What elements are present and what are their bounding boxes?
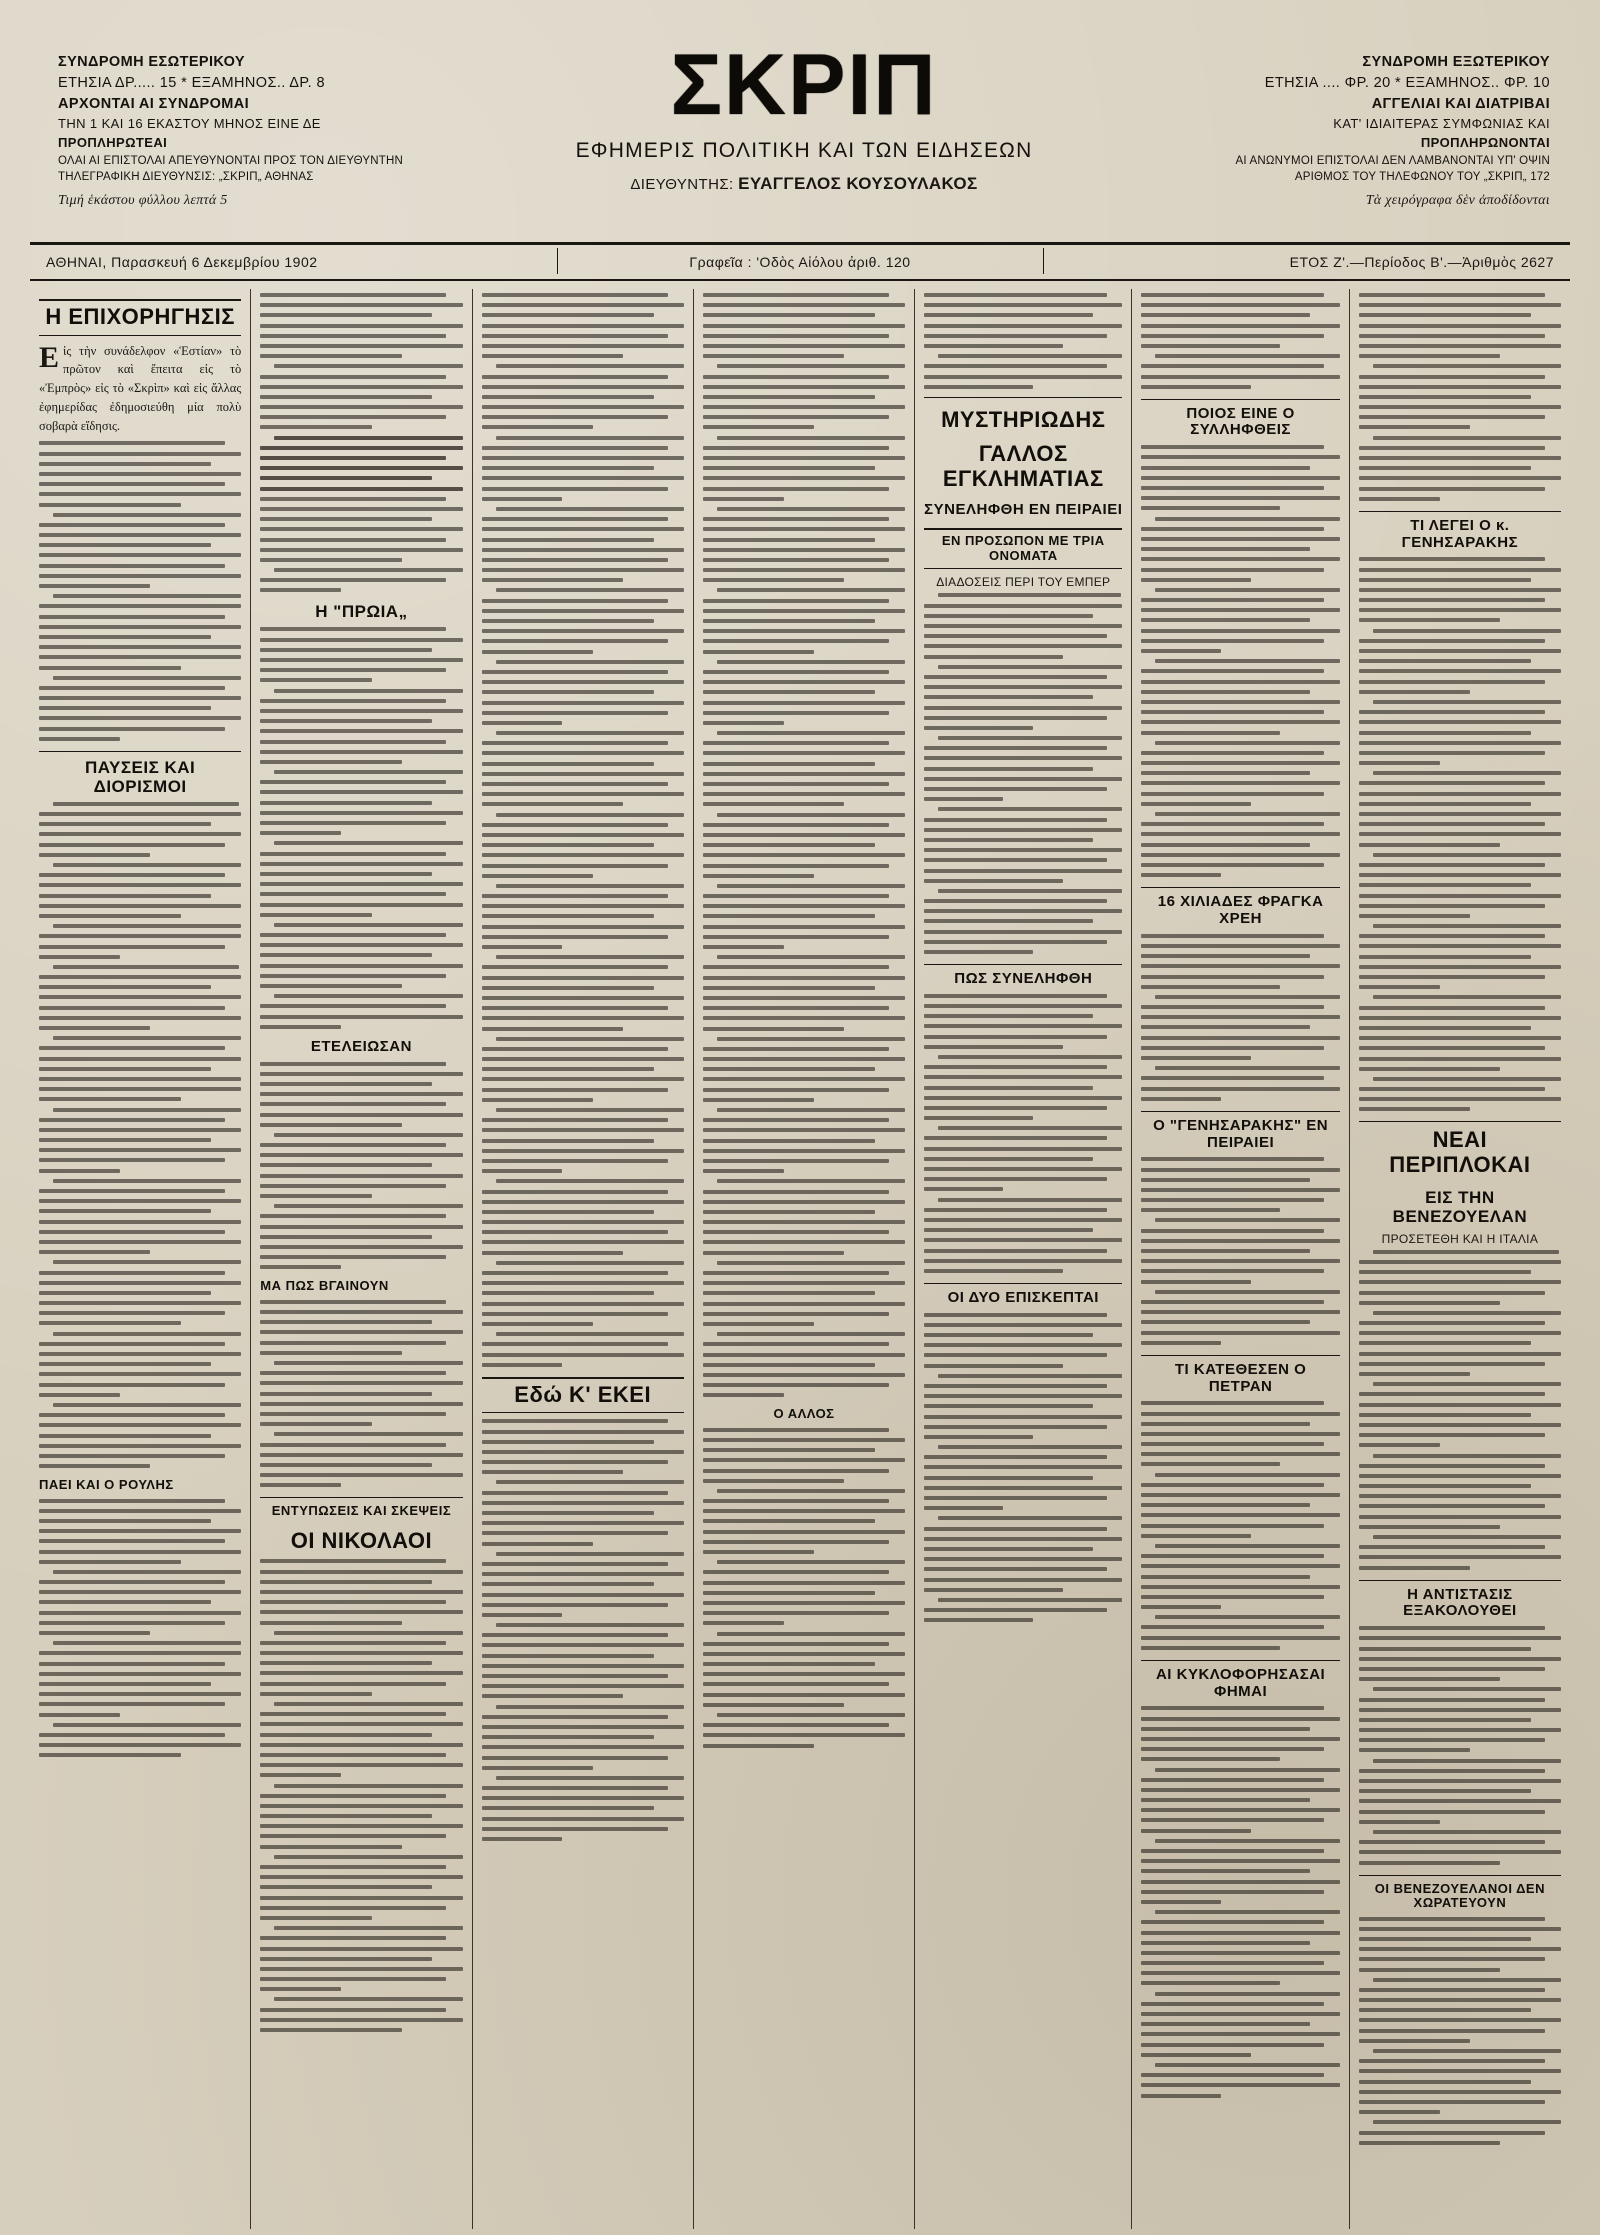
headline-ai-kykloforisasai-fimai[interactable]: ΑΙ ΚΥΚΛΟΦΟΡΗΣΑΣΑΙ ΦΗΜΑΙ: [1141, 1660, 1339, 1701]
headline-proia[interactable]: Η "ΠΡΩΙΑ„: [315, 602, 408, 622]
headline-i-antistasis-exakolouthei[interactable]: Η ΑΝΤΙΣΤΑΣΙΣ ΕΞΑΚΟΛΟΥΘΕΙ: [1359, 1580, 1561, 1621]
right-sub-letters: ΑΙ ΑΝΩΝΥΜΟΙ ΕΠΙΣΤΟΛΑΙ ΔΕΝ ΛΑΜΒΑΝΟΝΤΑΙ ΥΠ' ΟΨΙΝ: [1235, 154, 1550, 167]
article-body-ti-legei: [1359, 557, 1561, 1111]
article-body-continued-4: [924, 293, 1122, 389]
article-body-continued-2: [482, 293, 684, 1367]
right-sub-title: ΣΥΝΔΡΟΜΗ ΕΞΩΤΕΡΙΚΟΥ: [1362, 54, 1550, 70]
right-sub-manuscripts: Τὰ χειρόγραφα δὲν ἀποδίδονται: [1365, 193, 1550, 209]
article-body-o-allos: [703, 1428, 905, 1748]
article-body-proia: [260, 627, 462, 1028]
headline-eis-tin-venezouelan[interactable]: ΕΙΣ ΤΗΝ ΒΕΝΕΖΟΥΕΛΑΝ: [1392, 1187, 1528, 1226]
headline-pafseis-diorismoi[interactable]: ΠΑΥΣΕΙΣ ΚΑΙ ΔΙΟΡΙΣΜΟΙ: [39, 751, 241, 796]
article-body-genisarakis-peiraias: [1141, 1157, 1339, 1344]
headline-en-prosopon-me-tria-onomata[interactable]: ΕΝ ΠΡΟΣΩΠΟΝ ΜΕ ΤΡΙΑ ΟΝΟΜΑΤΑ: [924, 528, 1122, 569]
headline-entyposeis-kai-skepseis[interactable]: ΕΝΤΥΠΩΣΕΙΣ ΚΑΙ ΣΚΕΨΕΙΣ: [260, 1497, 462, 1519]
article-body-chrei: [1141, 934, 1339, 1101]
masthead-right-subscriptions: [1087, 52, 1560, 209]
article-lead-epichorigisis: Εἰς τὴν συνάδελφον «Ἑστίαν» τὸ πρῶτον καὶ ἔπειτα εἰς τὸ «Ἐμπρὸς» εἰς τὸ «Σκρὶπ» καὶ εἰς ἄλλας ἐφημερίδας ἐδημοσιεύθη μία πολὺ σοβαρὰ εἴδησις.: [39, 340, 242, 433]
newspaper-logo: ΣΚΡΙΠ: [670, 37, 938, 133]
headline-mystiriodis[interactable]: ΜΥΣΤΗΡΙΩΔΗΣ: [941, 406, 1106, 432]
article-body-choratevoun: [1359, 1917, 1561, 2145]
left-sub-letters: ΟΛΑΙ ΑΙ ΕΠΙΣΤΟΛΑΙ ΑΠΕΥΘΥΝΟΝΤΑΙ ΠΡΟΣ ΤΟΝ ΔΙΕΥΘΥΝΤΗΝ: [58, 154, 403, 167]
article-body-continued-3: [703, 293, 905, 1397]
masthead: [0, 0, 1600, 232]
left-sub-note2: ΤΗΝ 1 ΚΑΙ 16 ΕΚΑΣΤΟΥ ΜΗΝΟΣ ΕΙΝΕ ΔΕ: [58, 116, 321, 132]
newspaper-subtitle: ΕΦΗΜΕΡΙΣ ΠΟΛΙΤΙΚΗ ΚΑΙ ΤΩΝ ΕΙΔΗΣΕΩΝ: [575, 139, 1033, 163]
place-date: ΑΘΗΝΑΙ, Παρασκευή 6 Δεκεμβρίου 1902: [46, 254, 318, 270]
column-3: [473, 289, 694, 2229]
article-body-petran: [1141, 1401, 1339, 1650]
headline-oi-dyo-episkeptai[interactable]: ΟΙ ΔΥΟ ΕΠΙΣΚΕΠΤΑΙ: [924, 1283, 1122, 1307]
left-sub-annual: ΕΤΗΣΙΑ ΔΡ..... 15 * ΕΞΑΜΗΝΟΣ.. ΔΡ. 8: [58, 75, 325, 92]
left-sub-price: Τιμή ἑκάστου φύλλου λεπτά 5: [58, 193, 228, 209]
headline-neai-periplokai[interactable]: ΝΕΑΙ ΠΕΡΙΠΛΟΚΑΙ: [1359, 1121, 1561, 1177]
issue-number: ΕΤΟΣ Ζ'.—Περίοδος Β'.—Ἀριθμὸς 2627: [1043, 254, 1570, 270]
subheadline-prosetethi-kai-i-italia: ΠΡΟΣΕΤΕΘΗ ΚΑΙ Η ΙΤΑΛΙΑ: [1381, 1231, 1539, 1246]
left-sub-note3: ΠΡΟΠΛΗΡΩΤΕΑΙ: [58, 134, 168, 150]
article-body-gallos: [924, 593, 1122, 954]
headline-venezouelanoi-den-choratevoun[interactable]: ΟΙ ΒΕΝΕΖΟΥΕΛΑΝΟΙ ΔΕΝ ΧΩΡΑΤΕΥΟΥΝ: [1359, 1875, 1561, 1911]
article-body-episkeptai: [924, 1313, 1122, 1623]
column-7: [1350, 289, 1570, 2229]
article-body-continued-1: [260, 293, 462, 592]
right-sub-note2: ΚΑΤ' ΙΔΙΑΙΤΕΡΑΣ ΣΥΜΦΩΝΙΑΣ ΚΑΙ: [1333, 116, 1550, 132]
column-1: [30, 289, 251, 2229]
headline-epichorigisis[interactable]: Η ΕΠΙΧΟΡΗΓΗΣΙΣ: [39, 299, 241, 336]
headline-oi-nikolaoi[interactable]: ΟΙ ΝΙΚΟΛΑΟΙ: [290, 1527, 433, 1553]
left-sub-title: ΣΥΝΔΡΟΜΗ ΕΣΩΤΕΡΙΚΟΥ: [58, 54, 245, 70]
headline-ti-katethesen-o-petran[interactable]: ΤΙ ΚΑΤΕΘΕΣΕΝ Ο ΠΕΤΡΑΝ: [1141, 1355, 1339, 1396]
article-body-vgainoun: [260, 1300, 462, 1487]
right-sub-note3: ΠΡΟΠΛΗΡΩΝΟΝΤΑΙ: [1420, 134, 1550, 150]
article-body-pos-synelifthi: [924, 994, 1122, 1273]
left-sub-note1: ΑΡΧΟΝΤΑΙ ΑΙ ΣΥΝΔΡΟΜΑΙ: [58, 96, 250, 113]
article-body-edo-k-ekei: [482, 1419, 684, 1841]
column-6: [1132, 289, 1349, 2229]
article-body-roulis: [39, 1499, 241, 1758]
article-body-eteleiosan: [260, 1062, 462, 1270]
headline-16-chiliades-fragka-chrei[interactable]: 16 ΧΙΛΙΑΔΕΣ ΦΡΑΓΚΑ ΧΡΕΗ: [1141, 887, 1339, 928]
article-body-fimai: [1141, 1706, 1339, 2097]
headline-eteleiosan[interactable]: ΕΤΕΛΕΙΩΣΑΝ: [310, 1037, 412, 1055]
left-sub-telegraph: ΤΗΛΕΓΡΑΦΙΚΗ ΔΙΕΥΘΥΝΣΙΣ: „ΣΚΡΙΠ„ ΑΘΗΝΑΣ: [58, 171, 314, 184]
article-body-venezuela: [1359, 1250, 1561, 1570]
headline-ti-legei-o-genisarakis[interactable]: ΤΙ ΛΕΓΕΙ Ο κ. ΓΕΝΗΣΑΡΑΚΗΣ: [1359, 511, 1561, 552]
right-sub-annual: ΕΤΗΣΙΑ .... ΦΡ. 20 * ΕΞΑΜΗΝΟΣ.. ΦΡ. 10: [1264, 75, 1550, 92]
article-body-antistasis: [1359, 1626, 1561, 1864]
article-body-epichorigisis: [39, 441, 241, 740]
director-label: ΔΙΕΥΘΥΝΤΗΣ:: [630, 176, 734, 194]
column-5: [915, 289, 1132, 2229]
headline-synelifthi-en-peiraiei[interactable]: ΣΥΝΕΛΗΦΘΗ ΕΝ ΠΕΙΡΑΙΕΙ: [924, 500, 1123, 518]
right-sub-note1: ΑΓΓΕΛΙΑΙ ΚΑΙ ΔΙΑΤΡΙΒΑΙ: [1371, 96, 1550, 113]
headline-pos-synelifthi[interactable]: ΠΩΣ ΣΥΝΕΛΗΦΘΗ: [924, 964, 1122, 988]
headline-edo-k-ekei[interactable]: Εδώ Κ' ΕΚΕΙ: [482, 1377, 684, 1414]
article-body-continued-6: [1359, 293, 1561, 501]
subheadline-diadoseis-peri-emper: ΔΙΑΔΟΣΕΙΣ ΠΕΡΙ ΤΟΥ ΕΜΠΕΡ: [936, 575, 1111, 590]
masthead-left-subscriptions: [40, 52, 521, 209]
date-bar: [30, 242, 1570, 281]
office-address: Γραφεῖα : 'Οδὸς Αἰόλου ἀριθ. 120: [557, 254, 1043, 270]
masthead-center: [521, 37, 1088, 194]
director-name: ΕΥΑΓΓΕΛΟΣ ΚΟΥΣΟΥΛΑΚΟΣ: [738, 174, 978, 194]
headline-paei-kai-o-roulis[interactable]: ΠΑΕΙ ΚΑΙ Ο ΡΟΥΛΗΣ: [39, 1477, 174, 1493]
article-body-poios-eine: [1141, 445, 1339, 877]
article-body-nikolaoi: [260, 1559, 462, 2032]
article-body-pafseis: [39, 802, 241, 1468]
headline-genisarakis-en-peiraiei[interactable]: Ο "ΓΕΝΗΣΑΡΑΚΗΣ" ΕΝ ΠΕΙΡΑΙΕΙ: [1141, 1111, 1339, 1152]
headline-o-allos[interactable]: Ο ΑΛΛΟΣ: [773, 1406, 835, 1422]
column-2: [251, 289, 472, 2229]
director-line: [521, 174, 1088, 194]
article-body-continued-5: [1141, 293, 1339, 389]
headline-poios-eine-o-syllifthis[interactable]: ΠΟΙΟΣ ΕΙΝΕ Ο ΣΥΛΛΗΦΘΕΙΣ: [1141, 399, 1339, 440]
right-sub-phone: ΑΡΙΘΜΟΣ ΤΟΥ ΤΗΛΕΦΩΝΟΥ ΤΟΥ „ΣΚΡΙΠ„ 172: [1294, 171, 1550, 184]
column-4: [694, 289, 915, 2229]
headline-ma-pos-vgainoun[interactable]: ΜΑ ΠΩΣ ΒΓΑΙΝΟΥΝ: [260, 1278, 389, 1294]
columns-area: [30, 289, 1570, 2229]
headline-gallos-egklimatias[interactable]: ΓΑΛΛΟΣ ΕΓΚΛΗΜΑΤΙΑΣ: [942, 441, 1104, 491]
